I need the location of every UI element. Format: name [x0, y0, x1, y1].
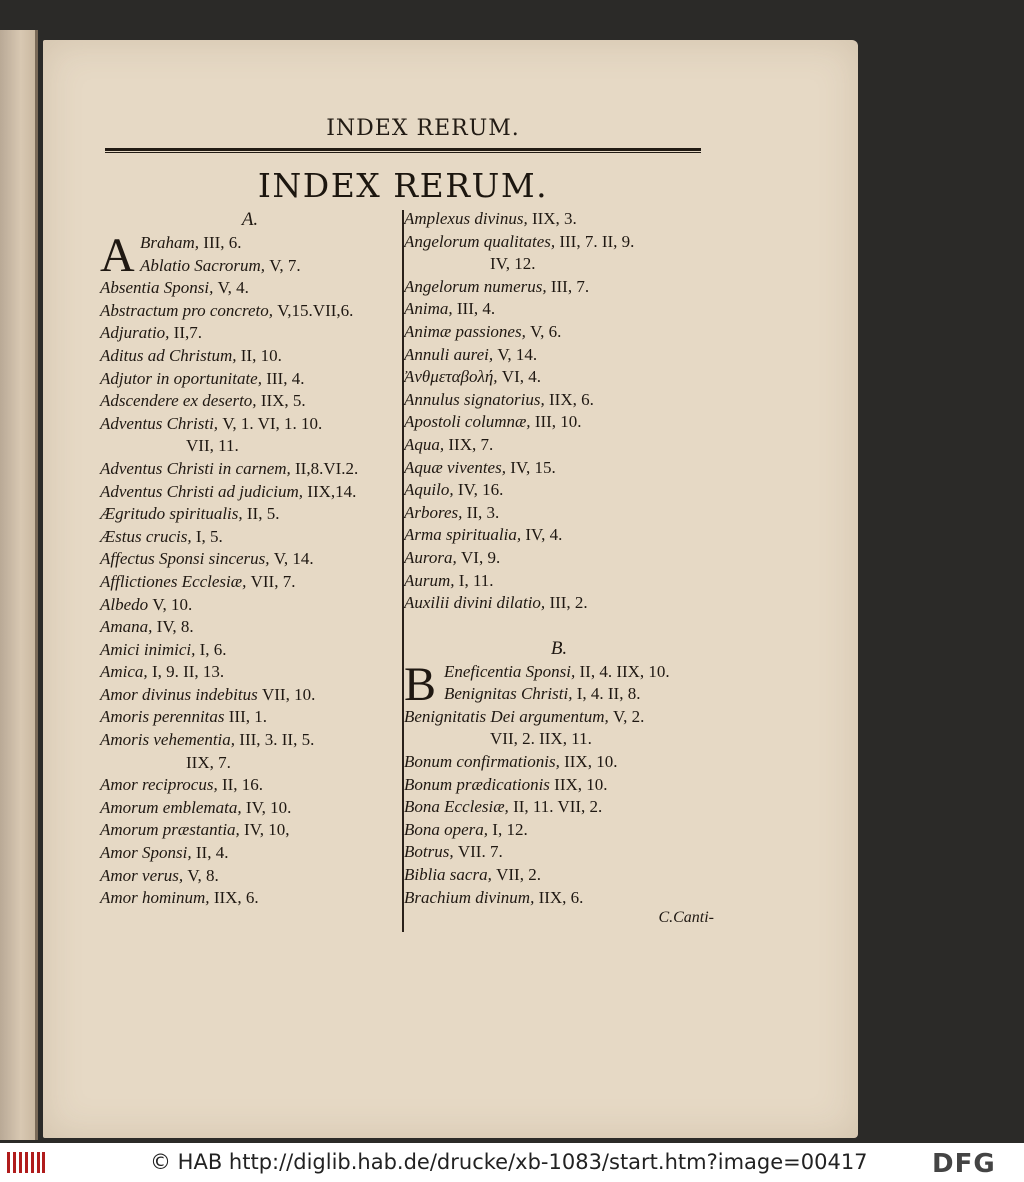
index-reference: IV, 8.: [156, 617, 194, 637]
index-term: Aurora,: [404, 547, 457, 567]
index-term: Angelorum qualitates,: [404, 231, 556, 251]
index-entry: [100, 368, 400, 391]
index-entry: [100, 481, 400, 504]
index-term: Amici inimici,: [100, 639, 196, 659]
index-entry: [100, 887, 400, 910]
index-reference: IV, 10,: [244, 820, 290, 840]
index-reference: IIX, 6.: [213, 888, 259, 908]
index-term: Adjutor in oportunitate,: [100, 368, 262, 388]
index-term: Abstractum pro concreto,: [100, 300, 273, 320]
index-reference: IIX, 10.: [554, 774, 608, 794]
index-entry: [404, 570, 714, 593]
index-reference: III, 1.: [228, 707, 267, 727]
index-term: Animæ passiones,: [404, 321, 526, 341]
left-column: [100, 208, 400, 910]
index-entry-continuation: [404, 253, 714, 276]
index-entry: [100, 616, 400, 639]
index-reference: III, 2.: [549, 593, 588, 613]
index-reference: II, 11. VII, 2.: [513, 797, 603, 817]
index-term: Amana,: [100, 617, 153, 637]
index-reference: IV, 12.: [490, 254, 536, 274]
index-reference: V, 2.: [613, 706, 645, 726]
index-entry: [100, 503, 400, 526]
index-entry: [404, 751, 714, 774]
index-term: Ægritudo spiritualis,: [100, 504, 243, 524]
index-reference: V, 8.: [187, 865, 219, 885]
index-entry: [100, 548, 400, 571]
index-entry: [100, 413, 400, 436]
index-reference: VII, 11.: [186, 436, 239, 456]
index-term: Arma spiritualia,: [404, 525, 522, 545]
index-entry: [404, 864, 714, 887]
index-entry: [404, 887, 714, 910]
index-reference: IIX,14.: [307, 481, 357, 501]
index-reference: I, 9. II, 13.: [151, 662, 225, 682]
index-reference: VII, 2.: [496, 865, 541, 885]
index-reference: VII. 7.: [457, 842, 503, 862]
index-term: Aquilo,: [404, 480, 454, 500]
index-reference: IV, 4.: [525, 525, 563, 545]
index-reference: V, 14.: [497, 344, 538, 364]
index-entry: [404, 298, 714, 321]
copyright-link[interactable]: © HAB http://diglib.hab.de/drucke/xb-1083/start.htm?image=00417: [150, 1150, 868, 1174]
index-term: Æstus crucis,: [100, 526, 192, 546]
index-term: Amor reciprocus,: [100, 775, 218, 795]
index-entry: [404, 366, 714, 389]
index-term: Bona opera,: [404, 819, 489, 839]
index-entry: [404, 208, 714, 231]
index-term: Annulus signatorius,: [404, 389, 545, 409]
index-reference: VII, 7.: [250, 571, 296, 591]
index-term: Ἀνθμεταβολή,: [404, 367, 498, 387]
index-term: Bonum prædicationis: [404, 774, 550, 794]
index-entry: [404, 276, 714, 299]
dropcap-block-a: [100, 229, 400, 282]
index-term: Auxilii divini dilatio,: [404, 593, 546, 613]
index-entry: [404, 706, 714, 729]
index-reference: V, 7.: [269, 255, 301, 275]
index-reference: II, 16.: [221, 775, 264, 795]
index-reference: I, 11.: [458, 570, 494, 590]
index-reference: IIX, 3.: [531, 209, 577, 228]
index-reference: III, 10.: [534, 412, 582, 432]
index-reference: V, 10.: [152, 594, 193, 614]
page-gutter: [35, 30, 38, 1140]
index-reference: IIX, 7.: [448, 434, 494, 454]
index-reference: V,15.VII,6.: [277, 300, 354, 320]
section-letter-a: A.: [241, 209, 259, 230]
index-reference: IV, 16.: [457, 480, 504, 500]
index-entry: [100, 390, 400, 413]
index-entry: [100, 277, 400, 300]
catchword-line: [404, 909, 714, 933]
index-term: Angelorum numerus,: [404, 276, 547, 296]
index-entry: [404, 434, 714, 457]
index-term: Botrus,: [404, 842, 454, 862]
index-entry: [100, 345, 400, 368]
dropcap-letter: B: [404, 657, 437, 711]
index-term: Adjuratio,: [100, 323, 170, 343]
index-reference: I, 5.: [195, 526, 223, 546]
index-reference: III, 6.: [203, 233, 242, 252]
index-entry: [100, 232, 400, 255]
index-entry: [100, 842, 400, 865]
index-term: Adventus Christi,: [100, 413, 219, 433]
index-entry: [100, 729, 400, 752]
index-term: Apostoli columnæ,: [404, 412, 531, 432]
index-entry-continuation: [100, 435, 400, 458]
index-entry: [100, 639, 400, 662]
footer-bar: [0, 1143, 1024, 1182]
index-term: Anima,: [404, 299, 453, 319]
index-entry: [404, 321, 714, 344]
head-rule: [105, 148, 701, 151]
index-entry: [404, 774, 714, 797]
index-entry: [404, 796, 714, 819]
index-term: Afflictiones Ecclesiæ,: [100, 571, 247, 591]
index-term: Amorum præstantia,: [100, 820, 240, 840]
index-reference: VII, 10.: [261, 684, 316, 704]
index-entry: [100, 865, 400, 888]
index-term: Affectus Sponsi sincerus,: [100, 549, 270, 569]
index-entry: [100, 571, 400, 594]
index-reference: II,7.: [173, 323, 202, 343]
index-reference: IIX, 6.: [549, 389, 594, 409]
index-reference: I, 6.: [199, 639, 227, 659]
index-entry: [100, 594, 400, 617]
index-entry: [100, 774, 400, 797]
section-letter-b: B.: [550, 637, 568, 659]
index-entry: [404, 389, 714, 412]
index-term: Amorum emblemata,: [100, 797, 242, 817]
index-reference: V, 1. VI, 1. 10.: [222, 413, 323, 433]
index-reference: I, 12.: [492, 819, 528, 839]
index-entry: [404, 502, 714, 525]
index-term: Adventus Christi ad judicium,: [100, 481, 304, 501]
index-entry: [100, 255, 400, 278]
page-title: INDEX RERUM.: [257, 166, 549, 205]
index-entry: [404, 547, 714, 570]
index-reference: II, 5.: [246, 504, 280, 524]
index-entry: [404, 457, 714, 480]
index-term: Adventus Christi in carnem,: [100, 458, 291, 478]
index-reference: II, 3.: [466, 502, 500, 522]
index-entry: [404, 231, 714, 254]
index-reference: V, 6.: [530, 321, 562, 341]
index-term: Aqua,: [404, 434, 445, 454]
index-reference: V, 4.: [217, 278, 249, 298]
index-reference: I, 4. II, 8.: [576, 684, 641, 704]
index-entry: [404, 479, 714, 502]
index-entry: [404, 344, 714, 367]
index-reference: V, 14.: [273, 549, 314, 569]
index-reference: IV, 15.: [510, 457, 556, 477]
index-entry: [100, 797, 400, 820]
index-term: Amoris perennitas: [100, 707, 225, 727]
head-rule-thin: [105, 152, 701, 153]
index-reference: III, 7.: [550, 276, 590, 296]
dropcap-block-b: [404, 657, 714, 711]
index-reference: II, 10.: [240, 345, 282, 365]
index-term: Aditus ad Christum,: [100, 345, 237, 365]
index-entry: [100, 819, 400, 842]
index-term: Amica,: [100, 662, 148, 682]
index-term: Amoris vehementia,: [100, 730, 236, 750]
index-reference: II, 4. IIX, 10.: [579, 661, 670, 681]
index-reference: VI, 9.: [461, 547, 501, 567]
index-term: Annuli aurei,: [404, 344, 494, 364]
index-entry: [100, 684, 400, 707]
index-term: Aquæ viventes,: [404, 457, 506, 477]
hab-logo-icon: [6, 1149, 46, 1176]
index-entry: [404, 819, 714, 842]
index-term: Benignitatis Dei argumentum,: [404, 706, 609, 726]
index-entry: [404, 411, 714, 434]
dfg-logo: DFG: [932, 1149, 996, 1179]
index-entry: [100, 322, 400, 345]
index-entry: [100, 526, 400, 549]
index-reference: IIX, 10.: [564, 752, 618, 772]
index-term: Amor Sponsi,: [100, 843, 192, 863]
index-term: Amor verus,: [100, 865, 184, 885]
index-entry: [404, 661, 714, 684]
index-entry: [404, 683, 714, 706]
index-reference: III, 7. II, 9.: [559, 231, 635, 251]
facing-page-edge: [0, 30, 38, 1140]
right-column: [404, 208, 714, 933]
index-term: Amplexus divinus,: [404, 209, 528, 228]
index-reference: III, 3. II, 5.: [239, 730, 315, 750]
index-term: Braham,: [140, 233, 200, 252]
index-entry-continuation: [404, 728, 714, 751]
index-term: Benignitas Christi,: [444, 684, 573, 704]
index-term: Arbores,: [404, 502, 463, 522]
catchword: C.Canti-: [658, 909, 714, 927]
index-term: Brachium divinum,: [404, 887, 535, 907]
index-term: Adscendere ex deserto,: [100, 391, 257, 411]
index-reference: IIX, 7.: [186, 752, 231, 772]
index-term: Biblia sacra,: [404, 865, 492, 885]
book-page: [43, 40, 858, 1138]
index-entry: [100, 706, 400, 729]
index-reference: IIX, 6.: [538, 887, 584, 907]
index-reference: IV, 10.: [245, 797, 292, 817]
index-reference: VII, 2. IIX, 11.: [490, 729, 592, 749]
index-entry: [404, 592, 714, 615]
index-term: Absentia Sponsi,: [100, 278, 214, 298]
index-entry: [404, 524, 714, 547]
index-entry: [100, 661, 400, 684]
dropcap-letter: A: [100, 229, 135, 282]
running-head: INDEX RERUM.: [326, 116, 520, 141]
index-term: Bonum confirmationis,: [404, 752, 560, 772]
index-entry: [100, 300, 400, 323]
index-entry: [404, 841, 714, 864]
index-term: Eneficentia Sponsi,: [444, 661, 576, 681]
index-reference: II, 4.: [195, 843, 229, 863]
index-reference: III, 4.: [456, 299, 496, 319]
index-term: Bona Ecclesiæ,: [404, 797, 509, 817]
index-reference: II,8.VI.2.: [295, 458, 359, 478]
index-reference: VI, 4.: [501, 367, 541, 387]
index-entry-continuation: [100, 752, 400, 775]
index-term: Amor divinus indebitus: [100, 684, 258, 704]
index-term: Ablatio Sacrorum,: [140, 255, 265, 275]
index-reference: IIX, 5.: [260, 391, 306, 411]
index-entry: [100, 458, 400, 481]
index-term: Amor hominum,: [100, 888, 210, 908]
index-reference: III, 4.: [266, 368, 305, 388]
index-term: Aurum,: [404, 570, 455, 590]
index-term: Albedo: [100, 594, 149, 614]
